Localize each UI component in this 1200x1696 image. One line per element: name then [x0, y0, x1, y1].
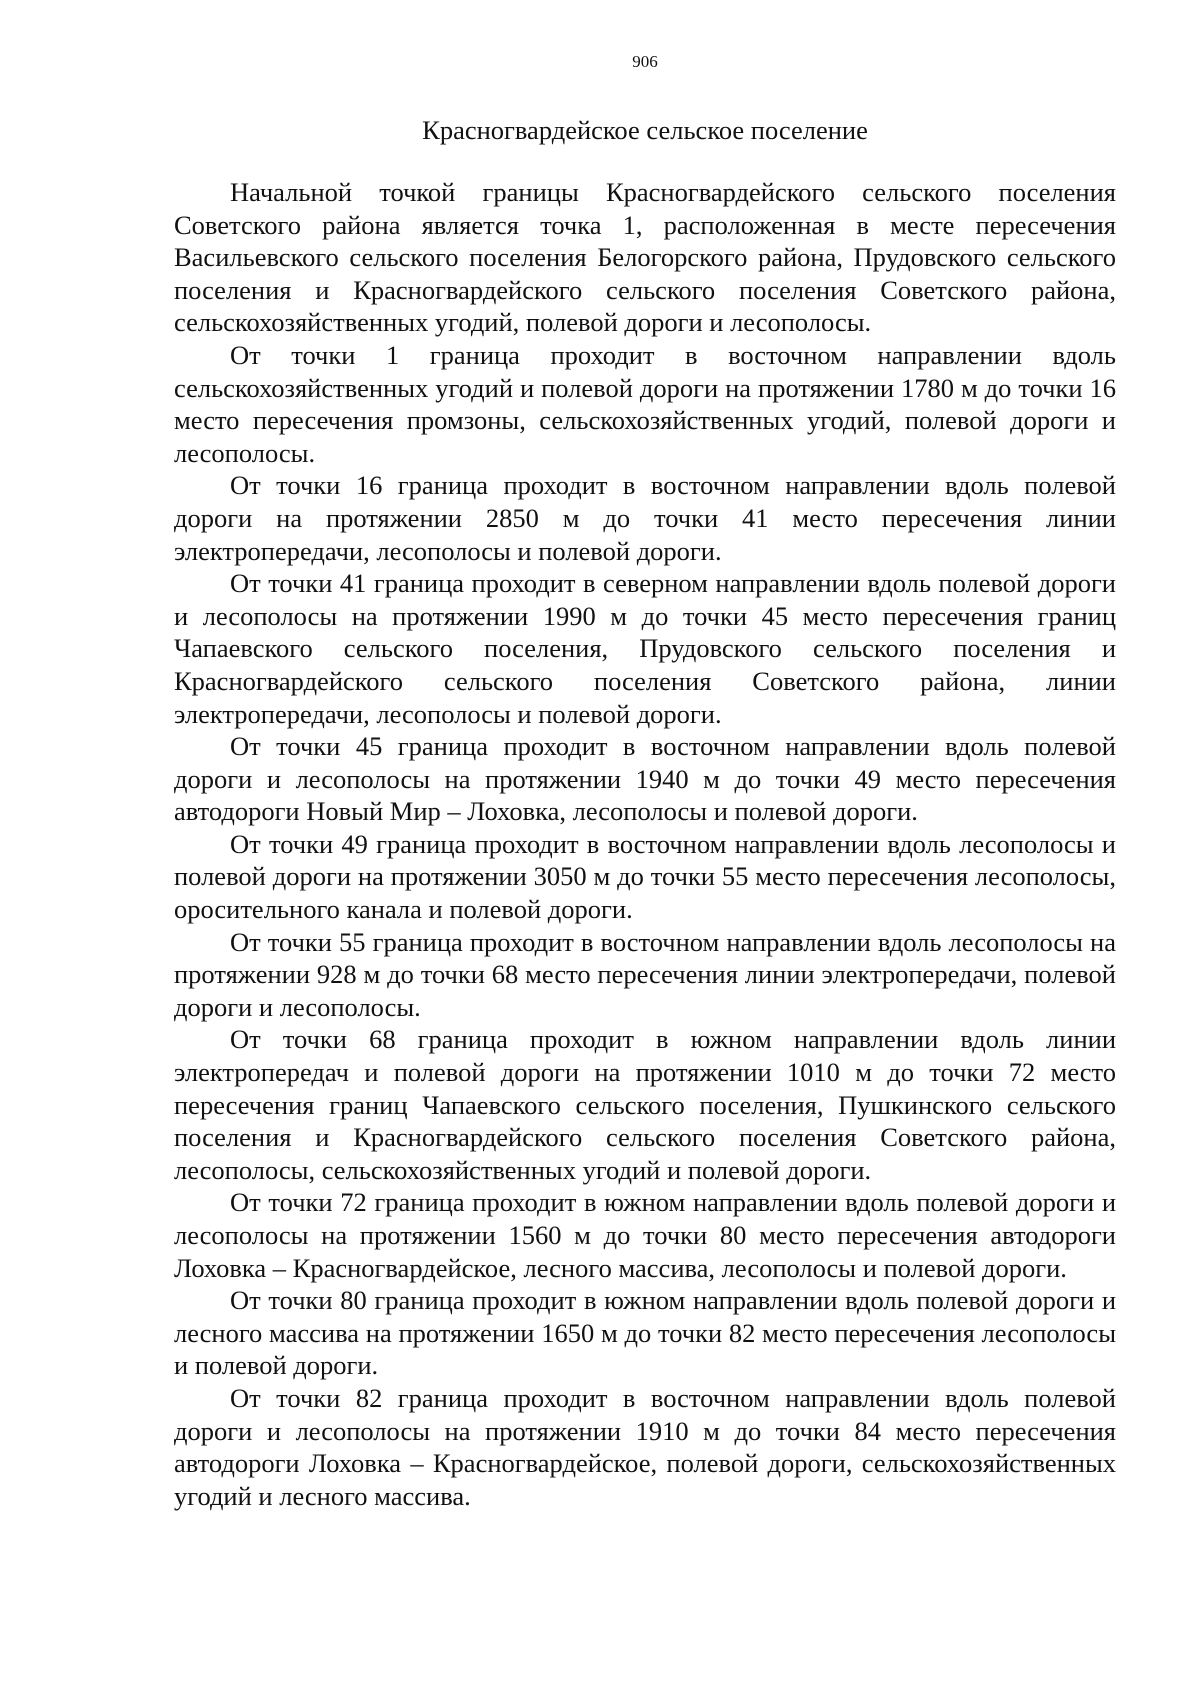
paragraph-7: От точки 55 граница проходит в восточном направлении вдоль лесополосы на протяжении 928 м до точки 68 место пересечения линии электропередачи, полевой дороги и лесополосы. [174, 926, 1116, 1022]
section-heading: Красногвардейское сельское поселение [422, 115, 868, 145]
paragraph-2: От точки 1 граница проходит в восточном направлении вдоль сельскохозяйственных угодий и полевой дороги на протяжении 1780 м до точки 16 место пересечения промзоны, сельскохозяйственных угодий, полевой дороги и лесополосы. [174, 339, 1116, 468]
paragraph-11: От точки 82 граница проходит в восточном направлении вдоль полевой дороги и лесополосы на протяжении 1910 м до точки 84 место пересечения автодороги Лоховка – Красногвардейское, полевой дороги, сельскохозяйственных угодий и лесного массива. [174, 1382, 1116, 1511]
paragraph-8: От точки 68 граница проходит в южном направлении вдоль линии электропередач и полевой дороги на протяжении 1010 м до точки 72 место пересечения границ Чапаевского сельского поселения, Пушкинского сельского поселения и Красногвардейского сельского поселения Советского района, лесополосы, сельскохозяйственных угодий и полевой дороги. [174, 1024, 1116, 1185]
page-number: 906 [632, 52, 658, 71]
paragraph-4: От точки 41 граница проходит в северном направлении вдоль полевой дороги и лесополосы на протяжении 1990 м до точки 45 место пересечения границ Чапаевского сельского поселения, Прудовского сельского поселения и Красногвардейского сельского поселения Советского района, линии электропередачи, лесополосы и полевой дороги. [174, 568, 1116, 729]
paragraph-9: От точки 72 граница проходит в южном направлении вдоль полевой дороги и лесополосы на протяжении 1560 м до точки 80 место пересечения автодороги Лоховка – Красногвардейское, лесного массива, лесополосы и полевой дороги. [174, 1187, 1116, 1283]
paragraph-10: От точки 80 граница проходит в южном направлении вдоль полевой дороги и лесного массива на протяжении 1650 м до точки 82 место пересечения лесополосы и полевой дороги. [174, 1285, 1116, 1381]
paragraph-1: Начальной точкой границы Красногвардейского сельского поселения Советского района является точка 1, расположенная в месте пересечения Васильевского сельского поселения Белогорского района, Прудовского сельского поселения и Красногвардейского сельского поселения Советского района, сельскохозяйственных угодий, полевой дороги и лесополосы. [174, 177, 1116, 338]
paragraph-3: От точки 16 граница проходит в восточном направлении вдоль полевой дороги на протяжении 2850 м до точки 41 место пересечения линии электропередачи, лесополосы и полевой дороги. [174, 470, 1116, 566]
paragraph-5: От точки 45 граница проходит в восточном направлении вдоль полевой дороги и лесополосы на протяжении 1940 м до точки 49 место пересечения автодороги Новый Мир – Лоховка, лесополосы и полевой дороги. [174, 731, 1116, 827]
paragraph-6: От точки 49 граница проходит в восточном направлении вдоль лесополосы и полевой дороги на протяжении 3050 м до точки 55 место пересечения лесополосы, оросительного канала и полевой дороги. [174, 828, 1116, 925]
document-body [174, 176, 1116, 1512]
